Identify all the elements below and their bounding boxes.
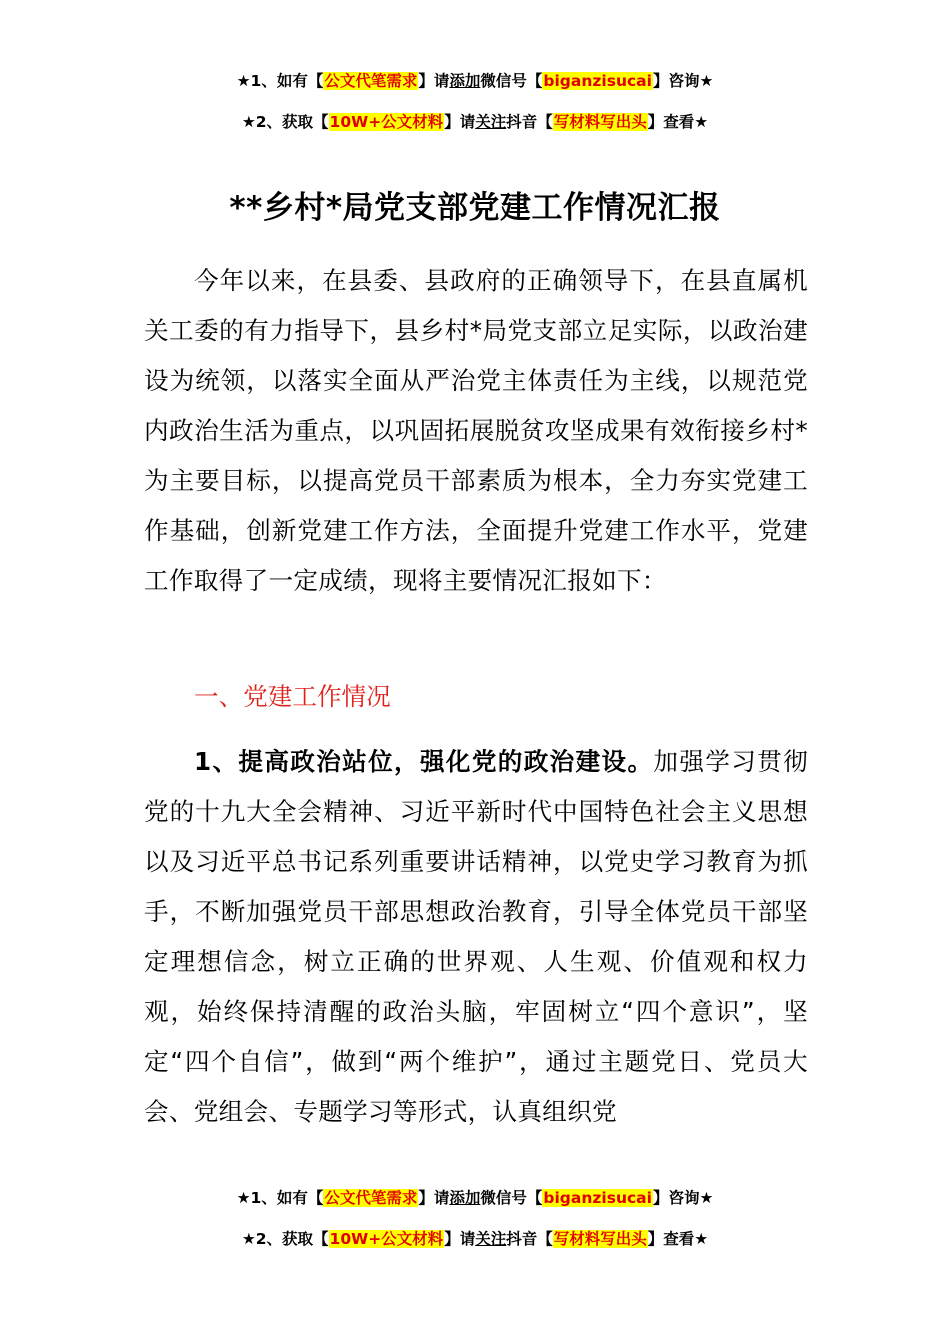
highlight-materials: 10W+公文材料	[329, 1230, 444, 1248]
item-1-lead: 1、提高政治站位，强化党的政治建设。	[194, 747, 654, 776]
underlined-follow: 关注	[475, 113, 507, 131]
item-1-paragraph	[144, 737, 808, 1137]
highlight-service: 公文代笔需求	[324, 72, 418, 90]
underlined-add: 添加	[449, 1189, 481, 1207]
section-heading: 一、党建工作情况	[194, 682, 391, 711]
highlight-service: 公文代笔需求	[324, 1189, 418, 1207]
top-banner-line-2: ★2、获取【10W+公文材料】请关注抖音【写材料写出头】查看★	[241, 113, 709, 131]
highlight-wechat-id: biganzisucai	[543, 72, 652, 90]
top-banner-line-1: ★1、如有【公文代笔需求】请添加微信号【biganzisucai】咨询★	[236, 72, 714, 90]
intro-paragraph: 今年以来，在县委、县政府的正确领导下，在县直属机关工委的有力指导下，县乡村*局党支部立足实际，以政治建设为统领，以落实全面从严治党主体责任为主线，以规范党内政治生活为重点，以巩固拓展脱贫攻坚成果有效衔接乡村*为主要目标，以提高党员干部素质为根本，全力夯实党建工作基础，创新党建工作方法，全面提升党建工作水平，党建工作取得了一定成绩，现将主要情况汇报如下：	[144, 266, 808, 595]
underlined-follow: 关注	[475, 1230, 507, 1248]
highlight-materials: 10W+公文材料	[329, 113, 444, 131]
bottom-banner-line-1: ★1、如有【公文代笔需求】请添加微信号【biganzisucai】咨询★	[236, 1189, 714, 1207]
highlight-wechat-id: biganzisucai	[543, 1189, 652, 1207]
highlight-douyin-id: 写材料写出头	[553, 1230, 647, 1248]
document-title: **乡村*局党支部党建工作情况汇报	[229, 190, 721, 226]
underlined-add: 添加	[449, 72, 481, 90]
bottom-banner-line-2: ★2、获取【10W+公文材料】请关注抖音【写材料写出头】查看★	[241, 1230, 709, 1248]
item-1-body: 加强学习贯彻党的十九大全会精神、习近平新时代中国特色社会主义思想以及习近平总书记系列重要讲话精神，以党史学习教育为抓手，不断加强党员干部思想政治教育，引导全体党员干部坚定理想信念，树立正确的世界观、人生观、价值观和权力观，始终保持清醒的政治头脑，牢固树立“四个意识”，坚定“四个自信”，做到“两个维护”，通过主题党日、党员大会、党组会、专题学习等形式，认真组织党	[144, 747, 808, 1126]
highlight-douyin-id: 写材料写出头	[553, 113, 647, 131]
